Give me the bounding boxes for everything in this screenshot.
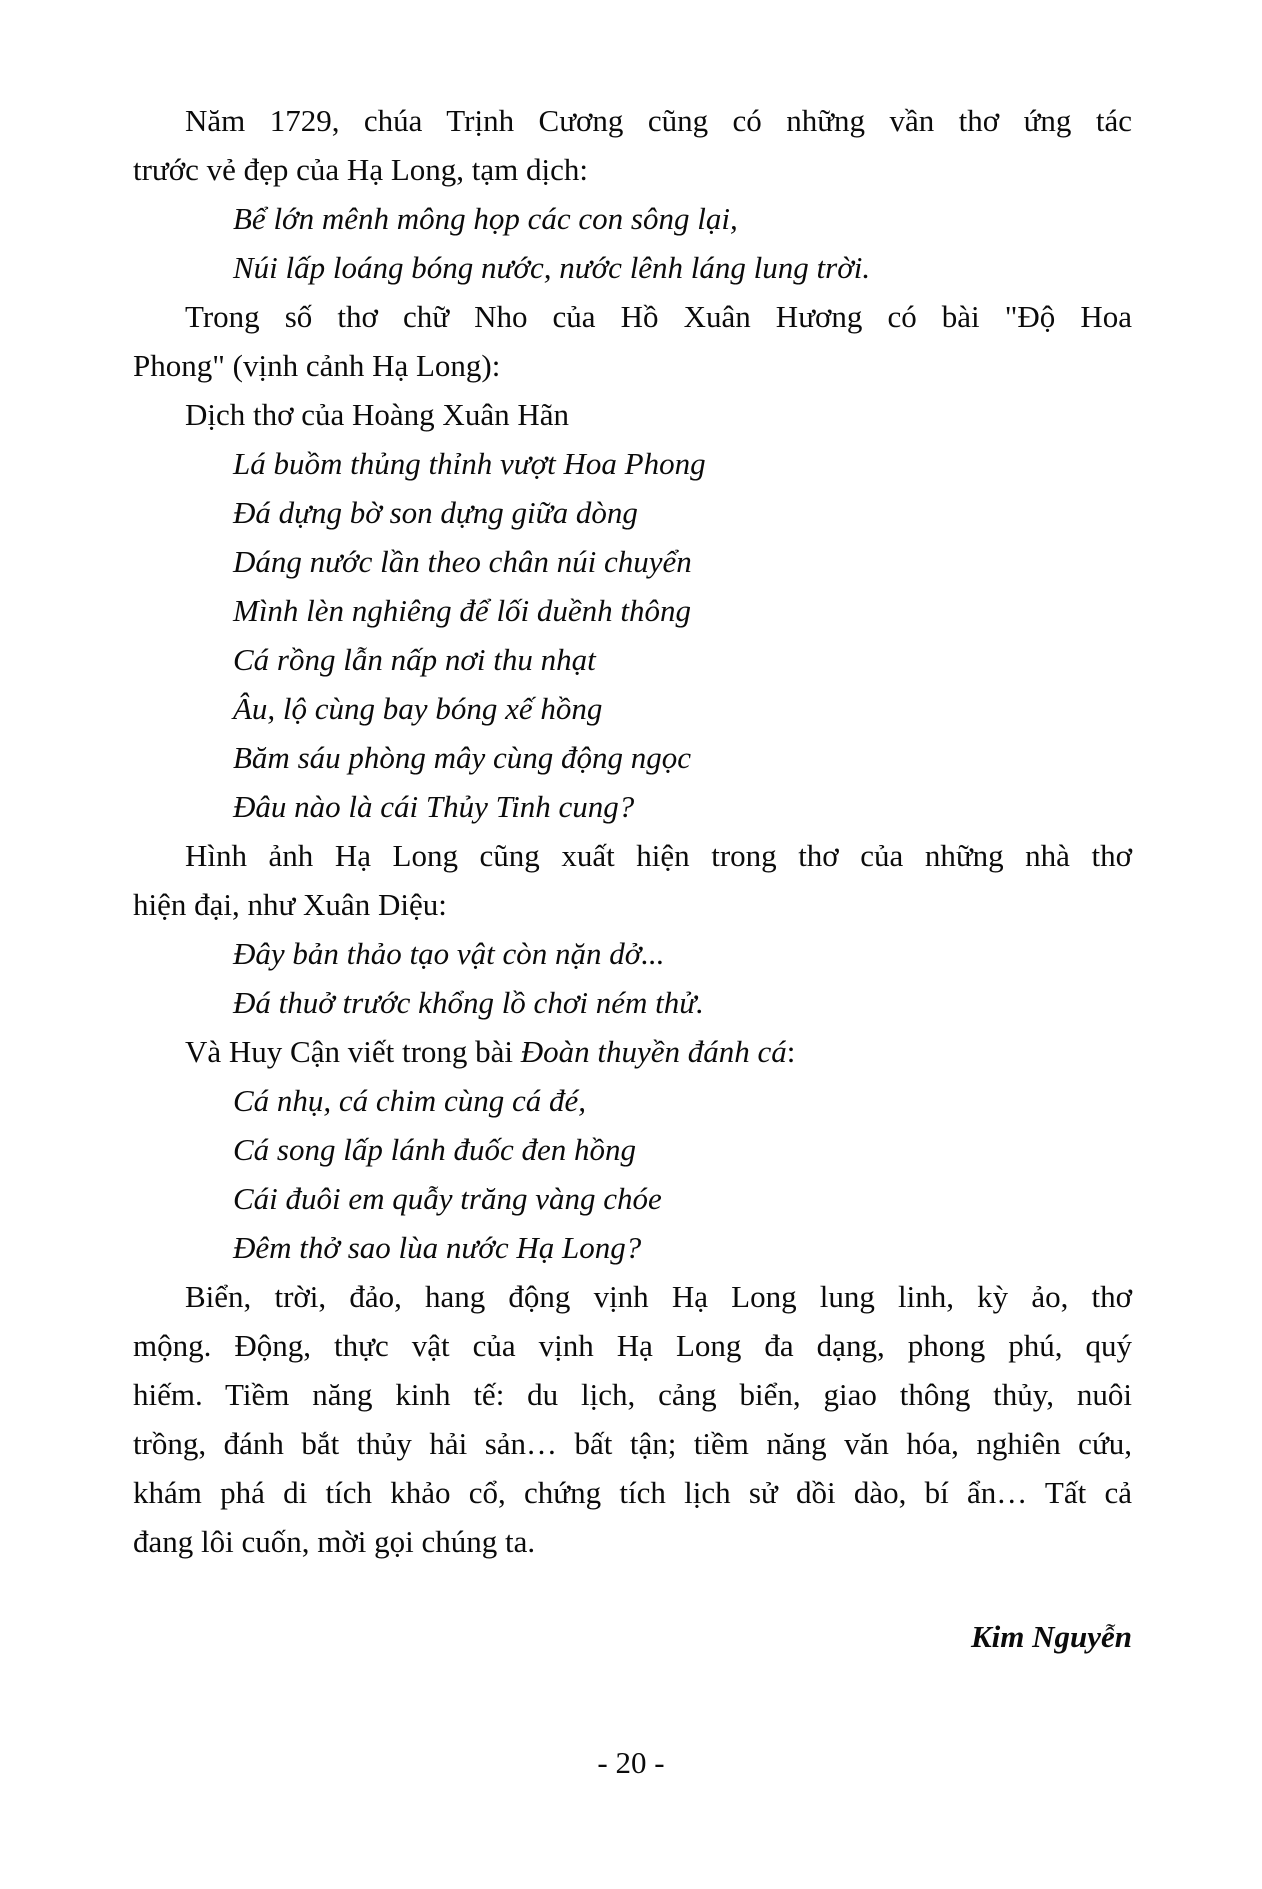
paragraph-line: Biển, trời, đảo, hang động vịnh Hạ Long lung linh, kỳ ảo, thơ: [185, 1279, 1132, 1314]
huy-can-intro-prefix: Và Huy Cận viết trong bài: [185, 1034, 521, 1069]
poem-do-hoa-phong: [133, 439, 1132, 831]
paragraph-line: Năm 1729, chúa Trịnh Cương cũng có những vần thơ ứng tác: [185, 103, 1132, 138]
poem-trinh-cuong-verse: [133, 194, 1132, 292]
poem-line: Đây bản thảo tạo vật còn nặn dở...: [233, 936, 665, 971]
huy-can-intro-suffix: :: [786, 1034, 796, 1069]
paragraph-line: Trong số thơ chữ Nho của Hồ Xuân Hương có bài "Độ Hoa: [185, 299, 1132, 334]
paragraph-trinh-cuong: [133, 96, 1132, 194]
poem-line: Cá nhụ, cá chim cùng cá đé,: [233, 1083, 586, 1118]
poem-line: Đêm thở sao lùa nước Hạ Long?: [233, 1230, 642, 1265]
paragraph-ho-xuan-huong: [133, 292, 1132, 390]
poem-line: Cái đuôi em quẫy trăng vàng chóe: [233, 1181, 662, 1216]
paragraph-line: Hình ảnh Hạ Long cũng xuất hiện trong thơ của những nhà thơ: [185, 838, 1132, 873]
poem-huy-can-verse: [133, 1076, 1132, 1272]
page-number: - 20 -: [597, 1745, 665, 1780]
poem-line: Băm sáu phòng mây cùng động ngọc: [233, 740, 692, 775]
poem-line: Lá buồm thủng thỉnh vượt Hoa Phong: [233, 446, 706, 481]
translator-note-line: Dịch thơ của Hoàng Xuân Hãn: [185, 397, 569, 432]
book-title-reference: Đoàn thuyền đánh cá: [520, 1034, 787, 1069]
poem-line: Dáng nước lần theo chân núi chuyển: [233, 544, 692, 579]
author-signature: Kim Nguyễn: [970, 1619, 1132, 1654]
paragraph-line: hiện đại, như Xuân Diệu:: [133, 887, 447, 922]
poem-line: Cá song lấp lánh đuốc đen hồng: [233, 1132, 636, 1167]
poem-line: Cá rồng lẫn nấp nơi thu nhạt: [233, 642, 596, 677]
paragraph-line: hiếm. Tiềm năng kinh tế: du lịch, cảng biển, giao thông thủy, nuôi: [133, 1377, 1132, 1412]
paragraph-line: đang lôi cuốn, mời gọi chúng ta.: [133, 1524, 536, 1559]
poem-line: Đá dựng bờ son dựng giữa dòng: [233, 495, 638, 530]
poem-line: Núi lấp loáng bóng nước, nước lênh láng lung trời.: [233, 250, 871, 285]
paragraph-line: trước vẻ đẹp của Hạ Long, tạm dịch:: [133, 152, 588, 187]
poem-line: Đá thuở trước khổng lồ chơi ném thử.: [233, 985, 704, 1020]
paragraph-modern-poets: [133, 831, 1132, 929]
paragraph-line: khám phá di tích khảo cổ, chứng tích lịch sử dồi dào, bí ẩn… Tất cả: [133, 1475, 1132, 1510]
paragraph-line: trồng, đánh bắt thủy hải sản… bất tận; tiềm năng văn hóa, nghiên cứu,: [133, 1426, 1132, 1461]
paragraph-line: Phong" (vịnh cảnh Hạ Long):: [133, 348, 501, 383]
poem-line: Âu, lộ cùng bay bóng xế hồng: [233, 691, 603, 726]
huy-can-intro-line: [133, 1027, 1132, 1076]
poem-line: Đâu nào là cái Thủy Tinh cung?: [233, 789, 635, 824]
paragraph-line: mộng. Động, thực vật của vịnh Hạ Long đa dạng, phong phú, quý: [133, 1328, 1132, 1363]
paragraph-closing: [133, 1272, 1132, 1566]
poem-line: Bể lớn mênh mông họp các con sông lại,: [233, 201, 738, 236]
poem-line: Mình lèn nghiêng để lối duềnh thông: [233, 593, 692, 628]
poem-xuan-dieu-verse: [133, 929, 1132, 1027]
